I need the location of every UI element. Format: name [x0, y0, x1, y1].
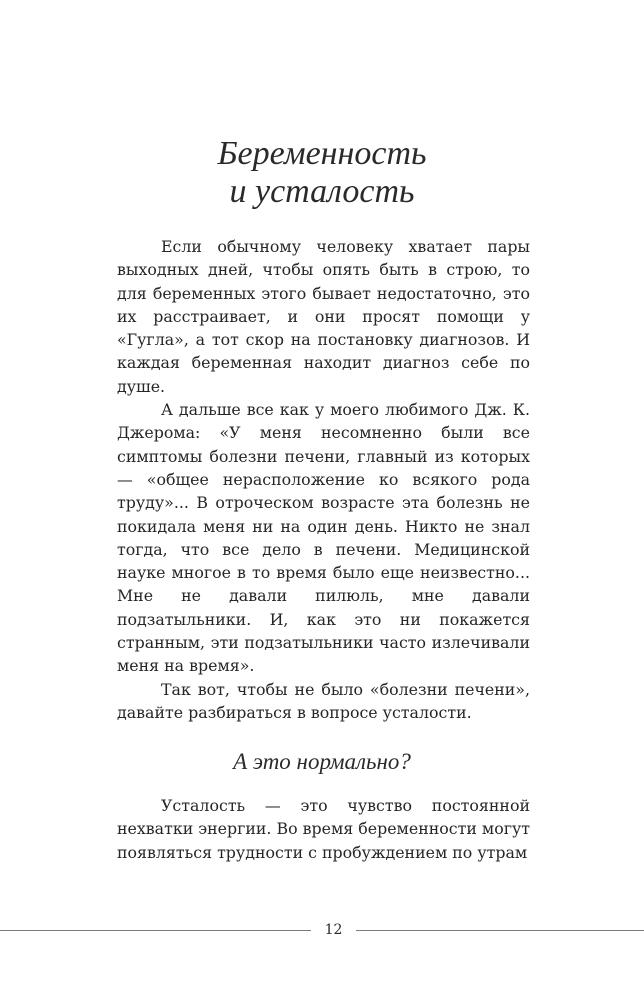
page-footer [0, 920, 644, 940]
page-number: 12 [324, 922, 343, 938]
chapter-title-line-1: Беременность [217, 135, 427, 172]
chapter-body [117, 235, 530, 724]
paragraph-1: Если обычному человеку хватает пары выходных дней, чтобы опять быть в строю, то для беременных этого бывает недостаточно, это их расстраивает, и они просят помощи у «Гугла», а тот скор на постановку диагнозов. И каждая беременная находит диагноз себе по душе. [117, 237, 530, 396]
footer-rule-left [0, 930, 311, 931]
footer-rule-right [356, 930, 644, 931]
section-body [117, 794, 530, 864]
chapter-title [0, 135, 644, 211]
paragraph-3: Так вот, чтобы не было «болезни печени», давайте разбираться в вопросе усталости. [117, 679, 530, 722]
paragraph-2: А дальше все как у моего любимого Дж. К. Джерома: «У меня несомненно были все симптомы болезни печени, главный из которых — «общее нерасположение ко всякого рода труду»... В отроческом возрасте эта болезнь не покидала меня ни на один день. Никто не знал тогда, что все дело в печени. Медицинской науке многое в то время было еще неизвестно... Мне не давали пилюль, мне давали подзатыльники. И, как это ни покажется странным, эти подзатыльники часто излечивали меня на время». [117, 400, 530, 676]
section-title: А это нормально? [233, 749, 411, 774]
section-paragraph: Усталость — это чувство постоянной нехватки энергии. Во время беременности могут появляться трудности с пробуждением по утрам [117, 796, 531, 862]
chapter-title-line-2: и усталость [229, 173, 415, 210]
